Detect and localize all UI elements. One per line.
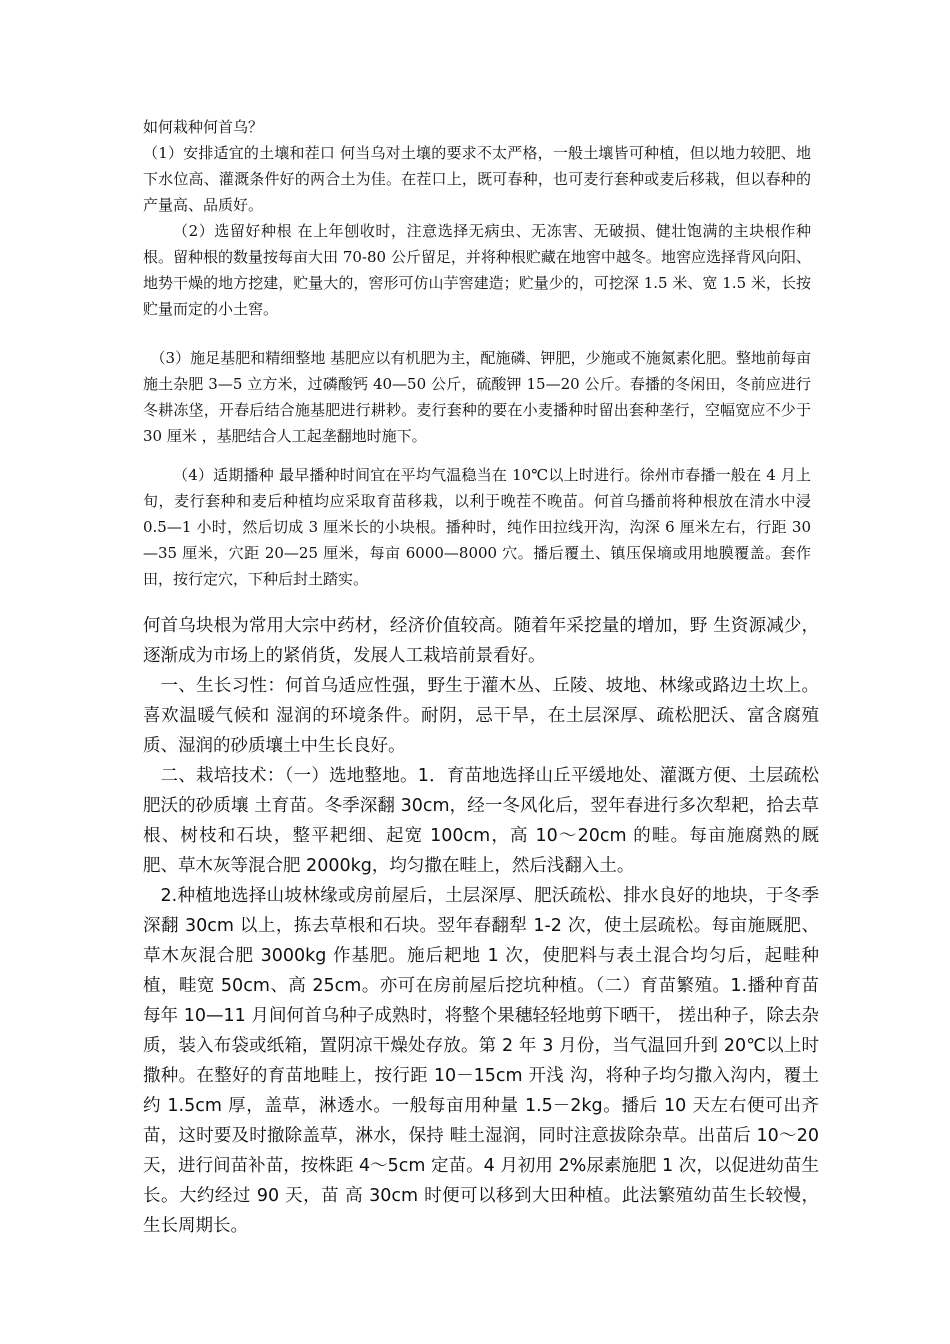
page-title: 如何栽种何首乌？ [143,118,264,136]
paragraph-soil-and-rotation: （1）安排适宜的土壤和茬口 何当乌对土壤的要求不太严格，一般土壤皆可种植，但以地力较肥、地下水位高、灌溉条件好的两合土为佳。在茬口上，既可春种，也可麦行套种或麦后移栽，但以春种的产量高、品质好。 [143,144,811,214]
paragraph-growth-habit: 一、生长习性：何首乌适应性强，野生于灌木丛、丘陵、坡地、林缘或路边土坎上。喜欢温暖气候和 湿润的环境条件。耐阴，忌干旱，在土层深厚、疏松肥沃、富含腐殖质、湿润的砂质壤土中生长良好。 [143,676,819,756]
paragraph-base-fertilizer: （3）施足基肥和精细整地 基肥应以有机肥为主，配施磷、钾肥，少施或不施氮素化肥。整地前每亩施土杂肥 3—5 立方米，过磷酸钙 40—50 公斤，硫酸钾 15—20 公斤。春播的冬闲田，冬前应进行冬耕冻垡，开春后结合施基肥进行耕耖。麦行套种的要在小麦播种时留出套种垄行，空幅宽应不少于 30 厘米 ，基肥结合人工起垄翻地时施下。 [143,349,811,445]
paragraph-intro: 何首乌块根为常用大宗中药材，经济价值较高。随着年采挖量的增加，野 生资源减少，逐渐成为市场上的紧俏货，发展人工栽培前景看好。 [143,616,819,666]
paragraph-sowing-time: （4）适期播种 最早播种时间宜在平均气温稳当在 10℃以上时进行。徐州市春播一般在 4 月上旬，麦行套种和麦后种植均应采取育苗移栽，以利于晚茬不晚苗。何首乌播前将种根放在清水中浸 0.5—1 小时，然后切成 3 厘米长的小块根。播种时，纯作田拉线开沟，沟深 6 厘米左右，行距 30—35 厘米，穴距 20—25 厘米，每亩 6000—8000 穴。播后覆土、镇压保墒或用地膜覆盖。套作田，按行定穴，下种后封土踏实。 [143,466,811,588]
paragraph-seed-roots: （2）选留好种根 在上年刨收时，注意选择无病虫、无冻害、无破损、健壮饱满的主块根作种根。留种根的数量按每亩大田 70-80 公斤留足，并将种根贮藏在地窖中越冬。地窖应选择背风向阳、地势干燥的地方挖建，贮量大的，窖形可仿山芋窖建造；贮量少的，可挖深 1.5 米、宽 1.5 米，长按贮量而定的小土窖。 [143,222,811,318]
paragraph-cultivation-technique: 二、栽培技术：（一）选地整地。1．育苗地选择山丘平缓地处、灌溉方便、土层疏松肥沃的砂质壤 土育苗。冬季深翻 30cm，经一冬风化后，翌年春进行多次犁耙，拾去草根、树枝和石块，整平耙细、起宽 100cm，高 10～20cm 的畦。每亩施腐熟的厩 肥、草木灰等混合肥 2000kg，均匀撒在畦上，然后浅翻入土。 [143,766,819,876]
paragraph-planting-and-nursery: 2.种植地选择山坡林缘或房前屋后，土层深厚、肥沃疏松、排水良好的地块，于冬季深翻 30cm 以上，拣去草根和石块。翌年春翻犁 1-2 次，使土层疏松。每亩施厩肥、草木灰混合肥 3000kg 作基肥。施后耙地 1 次，使肥料与表土混合均匀后，起畦种 植，畦宽 50cm、高 25cm。亦可在房前屋后挖坑种植。（二）育苗繁殖。1.播种育苗每年 10—11 月间何首乌种子成熟时，将整个果穗轻轻地剪下晒干， 搓出种子，除去杂质，装入布袋或纸箱，置阴凉干燥处存放。第 2 年 3 月份，当气温回升到 20℃以上时撒种。在整好的育苗地畦上，按行距 10－15cm 开浅 沟，将种子均匀撒入沟内，覆土约 1.5cm 厚，盖草，淋透水。一般每亩用种量 1.5－2kg。播后 10 天左右便可出齐苗，这时要及时撤除盖草，淋水，保持 畦土湿润，同时注意拔除杂草。出苗后 10～20 天，进行间苗补苗，按株距 4～5cm 定苗。4 月初用 2%尿素施肥 1 次，以促进幼苗生长。大约经过 90 天，苗 高 30cm 时便可以移到大田种植。此法繁殖幼苗生长较慢，生长周期长。 [143,886,819,1236]
